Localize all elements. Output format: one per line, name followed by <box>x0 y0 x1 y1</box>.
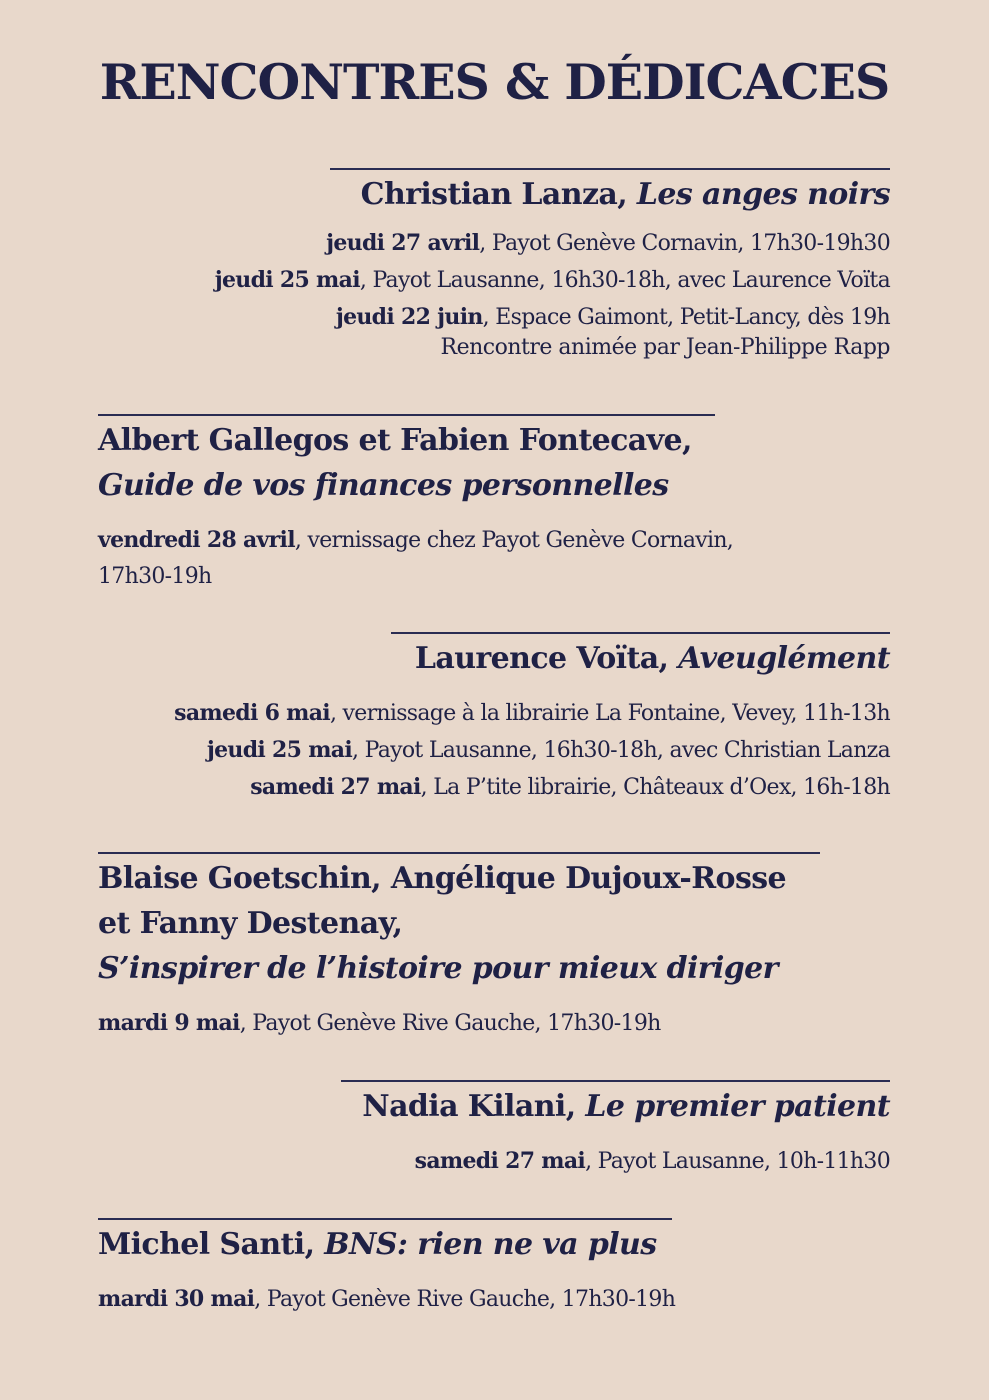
event-goetschin-dujoux-destenay <box>98 852 890 1042</box>
divider <box>391 632 890 634</box>
event-laurence-voita <box>98 632 890 806</box>
date-detail: , La P’tite librairie, Châteaux d’Oex, 16h-18h <box>420 775 890 800</box>
date-line <box>98 695 890 732</box>
event-heading <box>98 636 890 681</box>
event-heading <box>98 1222 890 1267</box>
event-dates <box>98 225 890 366</box>
date-detail: , Payot Genève Rive Gauche, 17h30-19h <box>254 1287 676 1312</box>
author-name-continued: et Fanny Destenay, <box>98 906 403 941</box>
date-line <box>98 769 890 806</box>
date-line-continued: 17h30-19h <box>98 564 212 589</box>
event-christian-lanza <box>98 168 890 366</box>
date-detail: , Espace Gaimont, Petit-Lancy, dès 19h <box>482 305 890 330</box>
author-name: Blaise Goetschin, Angélique Dujoux-Rosse <box>98 861 787 896</box>
date-day: samedi 27 mai <box>414 1148 586 1174</box>
event-note: Rencontre animée par Jean-Philippe Rapp <box>440 335 890 360</box>
date-day: jeudi 22 juin <box>335 304 483 330</box>
divider <box>98 414 715 416</box>
divider <box>98 852 820 854</box>
divider <box>98 1218 672 1220</box>
divider <box>330 168 890 170</box>
date-day: jeudi 27 avril <box>326 230 480 256</box>
event-dates <box>98 1005 890 1042</box>
event-heading <box>98 172 890 217</box>
event-dates <box>98 695 890 806</box>
author-name: Christian Lanza, <box>360 177 637 212</box>
event-nadia-kilani <box>98 1080 890 1180</box>
date-line <box>98 1281 890 1318</box>
date-line <box>98 262 890 299</box>
date-detail: , vernissage chez Payot Genève Cornavin, <box>294 528 734 553</box>
date-line <box>98 732 890 769</box>
book-title: Guide de vos finances personnelles <box>98 468 669 503</box>
page-title: RENCONTRES & DÉDICACES <box>99 53 890 111</box>
date-line <box>98 1143 890 1180</box>
event-heading <box>98 418 890 508</box>
event-dates <box>98 1143 890 1180</box>
date-day: jeudi 25 mai <box>214 267 360 293</box>
date-detail: , Payot Genève Cornavin, 17h30-19h30 <box>479 231 890 256</box>
date-day: jeudi 25 mai <box>206 737 352 763</box>
date-detail: , Payot Lausanne, 16h30-18h, avec Laurence Voïta <box>359 268 890 293</box>
book-title: BNS: rien ne va plus <box>324 1227 657 1262</box>
date-day: mardi 30 mai <box>98 1286 255 1312</box>
divider <box>341 1080 890 1082</box>
book-title: S’inspirer de l’histoire pour mieux diriger <box>98 951 778 986</box>
book-title: Le premier patient <box>585 1089 890 1124</box>
date-line <box>98 1005 890 1042</box>
author-name: Nadia Kilani, <box>362 1089 586 1124</box>
book-title: Les anges noirs <box>636 177 890 212</box>
date-day: samedi 27 mai <box>250 774 421 800</box>
author-name: Laurence Voïta, <box>414 641 679 676</box>
event-gallegos-fontecave <box>98 414 890 595</box>
date-day: samedi 6 mai <box>174 700 330 726</box>
date-day: mardi 9 mai <box>98 1010 240 1036</box>
date-line <box>98 225 890 262</box>
book-title: Aveuglément <box>678 641 890 676</box>
date-line <box>98 522 890 559</box>
event-michel-santi <box>98 1218 890 1318</box>
author-name: Albert Gallegos et Fabien Fontecave, <box>98 423 692 458</box>
event-dates <box>98 1281 890 1318</box>
date-detail: , Payot Lausanne, 10h-11h30 <box>585 1149 890 1174</box>
author-name: Michel Santi, <box>98 1227 325 1262</box>
date-detail: , vernissage à la librairie La Fontaine, Vevey, 11h-13h <box>329 701 890 726</box>
event-heading <box>98 1084 890 1129</box>
date-detail: , Payot Genève Rive Gauche, 17h30-19h <box>239 1011 661 1036</box>
date-day: vendredi 28 avril <box>98 527 295 553</box>
event-heading <box>98 856 890 991</box>
event-dates <box>98 522 890 595</box>
date-detail: , Payot Lausanne, 16h30-18h, avec Christian Lanza <box>352 738 890 763</box>
